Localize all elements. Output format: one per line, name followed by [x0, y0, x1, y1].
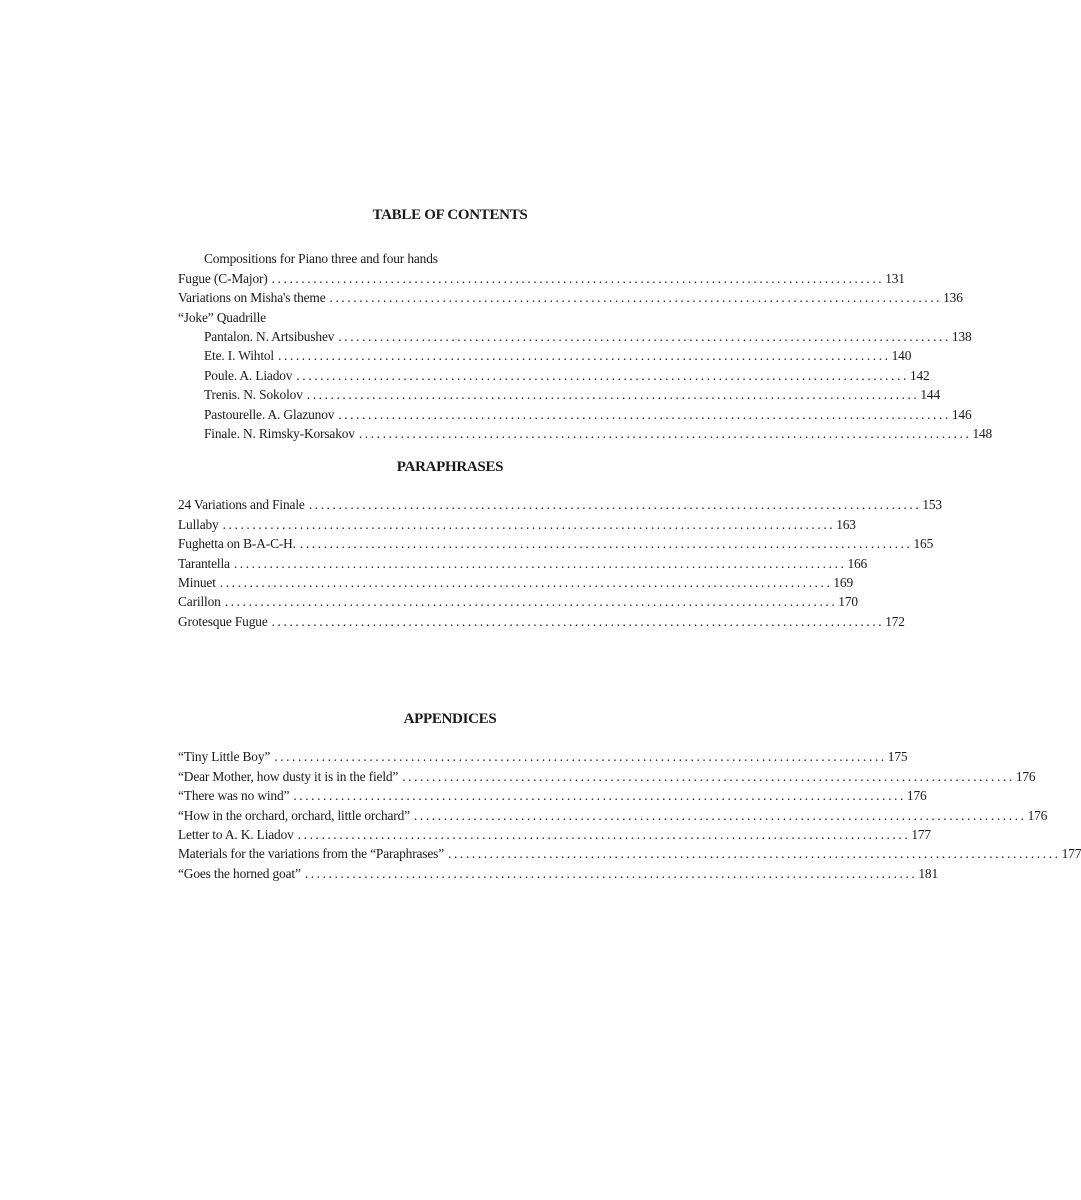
toc-entry: Materials for the variations from the “Paraphrases” ....................................................................................................... 177 — [178, 846, 1081, 862]
toc-page-number: 165 — [913, 536, 934, 552]
toc-page-number: 140 — [891, 348, 912, 364]
toc-page-number: 153 — [922, 497, 942, 513]
toc-page-number: 148 — [972, 425, 993, 441]
toc-entry: “Goes the horned goat” ....................................................................................................... 181 — [178, 865, 938, 881]
dot-leader: ....................................................................................................... — [304, 865, 918, 881]
toc-page-number: 176 — [1027, 807, 1048, 823]
toc-page-number: 146 — [951, 406, 972, 422]
toc-page-number: 176 — [1015, 768, 1036, 784]
toc-entry: Carillon ....................................................................................................... 170 — [178, 594, 858, 610]
toc-entry: “How in the orchard, orchard, little orchard” ....................................................................................................... 176 — [178, 807, 1048, 823]
toc-page-number: 175 — [887, 749, 908, 765]
toc-entry: “Tiny Little Boy” ....................................................................................................... 175 — [178, 749, 908, 765]
toc-entry: Trenis. N. Sokolov ....................................................................................................... 144 — [204, 387, 940, 403]
dot-leader: ....................................................................................................... — [308, 497, 922, 513]
dot-leader: ....................................................................................................... — [338, 406, 951, 422]
toc-entry: 24 Variations and Finale ....................................................................................................... 153 — [178, 497, 942, 513]
toc-contents-list — [178, 248, 993, 442]
dot-leader: ....................................................................................................... — [271, 270, 885, 286]
toc-subheading-text: Compositions for Piano three and four hands — [204, 251, 438, 267]
dot-leader: ....................................................................................................... — [402, 768, 1015, 784]
toc-entry: “Dear Mother, how dusty it is in the field” ....................................................................................................... 176 — [178, 768, 1036, 784]
dot-leader: ....................................................................................................... — [222, 516, 836, 532]
toc-entry: Lullaby ....................................................................................................... 163 — [178, 516, 856, 532]
toc-entry: Minuet ....................................................................................................... 169 — [178, 574, 854, 590]
appendices-list — [178, 746, 1081, 882]
toc-page-number: 181 — [918, 865, 938, 881]
dot-leader: ....................................................................................................... — [224, 594, 838, 610]
toc-heading: TABLE OF CONTENTS — [372, 207, 528, 223]
dot-leader: ....................................................................................................... — [293, 788, 906, 804]
dot-leader: ....................................................................................................... — [233, 555, 847, 571]
toc-page-number: 177 — [1061, 846, 1081, 862]
dot-leader: ....................................................................................................... — [271, 613, 885, 629]
dot-leader: ....................................................................................................... — [297, 826, 911, 842]
toc-page-number: 136 — [943, 290, 963, 306]
toc-entry: Tarantella ....................................................................................................... 166 — [178, 555, 868, 571]
dot-leader: ....................................................................................................... — [329, 290, 943, 306]
toc-entry: Variations on Misha's theme ....................................................................................................... 136 — [178, 290, 963, 306]
toc-page-number: 131 — [885, 270, 905, 286]
dot-leader: ....................................................................................................... — [413, 807, 1027, 823]
toc-group-title: “Joke” Quadrille — [178, 309, 266, 325]
toc-subheading — [178, 248, 711, 267]
toc-page-number: 138 — [951, 328, 972, 344]
toc-page-number: 169 — [833, 574, 854, 590]
toc-entry: “There was no wind” ....................................................................................................... 176 — [178, 788, 927, 804]
toc-page-number: 166 — [847, 555, 868, 571]
dot-leader: ....................................................................................................... — [448, 846, 1061, 862]
toc-page-number: 177 — [911, 826, 931, 842]
dot-leader: ....................................................................................................... — [306, 387, 920, 403]
appendices-heading: APPENDICES — [403, 711, 497, 727]
toc-entry: Finale. N. Rimsky-Korsakov ....................................................................................................... 148 — [204, 425, 993, 441]
toc-page-number: 170 — [838, 594, 858, 610]
paraphrases-heading: PARAPHRASES — [396, 459, 504, 475]
toc-entry: Fugue (C-Major) ....................................................................................................... 131 — [178, 270, 905, 286]
dot-leader: ....................................................................................................... — [278, 348, 891, 364]
toc-entry: Letter to A. K. Liadov ....................................................................................................... 177 — [178, 826, 931, 842]
dot-leader: ....................................................................................................... — [296, 367, 909, 383]
toc-entry: Ete. I. Wihtol ....................................................................................................... 140 — [204, 348, 912, 364]
toc-entry: Fughetta on B-A-C-H. ....................................................................................................... 165 — [178, 536, 934, 552]
toc-page-number: 142 — [909, 367, 930, 383]
toc-page-number: 163 — [836, 516, 856, 532]
toc-page-number: 172 — [885, 613, 905, 629]
toc-page-number: 144 — [920, 387, 940, 403]
dot-leader: ....................................................................................................... — [358, 425, 972, 441]
toc-page-number: 176 — [906, 788, 927, 804]
dot-leader: ....................................................................................................... — [274, 749, 887, 765]
dot-leader: ....................................................................................................... — [338, 328, 951, 344]
dot-leader: ....................................................................................................... — [299, 536, 913, 552]
toc-entry: Grotesque Fugue ....................................................................................................... 172 — [178, 613, 905, 629]
dot-leader: ....................................................................................................... — [219, 574, 833, 590]
toc-entry: Pantalon. N. Artsibushev ....................................................................................................... 138 — [204, 328, 972, 344]
paraphrases-list — [178, 494, 942, 630]
toc-entry: Poule. A. Liadov ....................................................................................................... 142 — [204, 367, 930, 383]
toc-entry: Pastourelle. A. Glazunov ....................................................................................................... 146 — [204, 406, 972, 422]
